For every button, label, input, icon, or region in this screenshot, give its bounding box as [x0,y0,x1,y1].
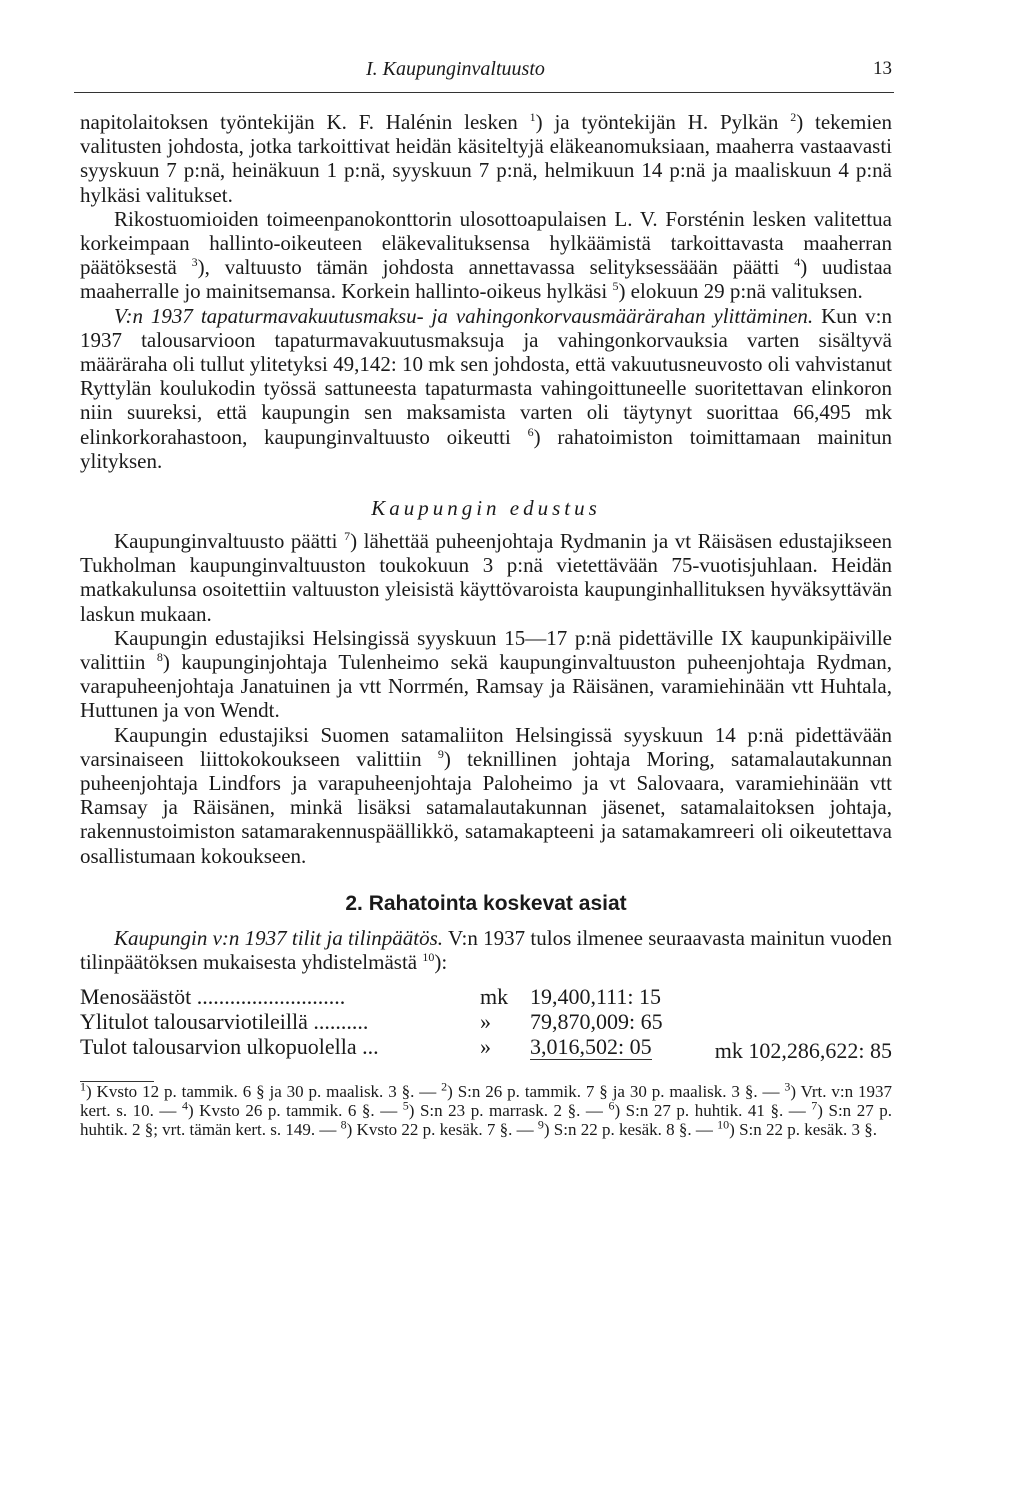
finance-label: Menosäästöt ........................... [80,984,346,1010]
finance-row [80,1009,892,1034]
text-run: ) ja työntekijän H. Pylkän [535,110,791,134]
finance-amount: 19,400,111: 15 [530,984,661,1010]
footnote-ref: 4 [794,255,801,270]
finance-row [80,1034,892,1064]
text-run: ) rahatoimiston toimittamaan mainitun ylityksen. [80,424,892,473]
paragraph [80,304,892,473]
section-heading: Kaupungin edustus [371,496,601,521]
text-run: ) S:n 22 p. kesäk. 8 §. — [543,1120,718,1140]
footnotes [80,1079,893,1140]
text-run: ) S:n 27 p. huhtik. 2 §; vrt. tämän kert. s. 149. — [80,1101,893,1140]
finance-label: Tulot talousarvion ulkopuolella ... [80,1034,379,1060]
text-run: ) Vrt. v:n 1937 kert. s. 10. — [80,1082,893,1121]
footnote-ref: 8 [340,1117,347,1132]
text-run: ) Kvsto 12 p. tammik. 6 § ja 30 p. maalisk. 3 §. — [86,1082,442,1102]
finance-label: Ylitulot talousarviotileillä .......... [80,1009,369,1035]
text-run: ) Kvsto 26 p. tammik. 6 §. — [187,1101,403,1121]
paragraph [80,207,892,304]
footnote-ref: 5 [612,279,619,294]
finance-row [80,984,892,1009]
italic-heading: Kaupungin v:n 1937 tilit ja tilinpäätös. [114,925,444,950]
finance-total: mk 102,286,622: 85 [714,1038,892,1064]
text-run: ) elokuun 29 p:nä valituksen. [618,279,863,304]
finance-amount: 3,016,502: 05 [530,1034,652,1060]
paragraph [80,529,892,626]
text-run: Kun v:n 1937 talousarvioon tapaturmavakuutusmaksuja ja vahingonkorvauksia varten sisältyvä määräraha oli tullut ylitetyksi 49,142: 10 mk sen johdosta, että vakuutusneuvosto oli vahvistanut Ryttylän koulukodin työssä sattuneesta tapaturmasta vahingoittuneelle suoritettavan elinkoron niin suureksi, että kaupungin sen maksamista varten oli täytynyt suorittaa 66,495 mk elinkorkorahastoon, kaupunginvaltuusto oikeutti [80,303,893,449]
running-title: I. Kaupunginvaltuusto [366,58,545,80]
footnote-ref: 8 [156,650,163,665]
footnote-ref: 10 [717,1117,730,1132]
text-run: ) kaupunginjohtaja Tulenheimo sekä kaupunginvaltuuston puheenjohtaja Rydman, varapuheenjohtaja Janatuinen ja vtt Norrmén, Ramsay ja Räisänen, varamiehinään vtt Huhtala, Huttunen ja von Wendt. [80,650,892,723]
text-run: ) S:n 23 p. marrask. 2 §. — [408,1101,609,1121]
text-run: Kaupungin edustajiksi Helsingissä syyskuun 15—17 p:nä pidettäville IX kaupunkipäiville valittiin [80,625,892,675]
footnote-ref: 7 [344,529,351,544]
footnote-ref: 10 [422,950,435,965]
text-run: V:n 1937 tulos ilmenee seuraavasta mainitun vuoden tilinpäätöksen mukaisesta yhdistelmästä [80,925,893,975]
text-run: ) S:n 27 p. huhtik. 41 §. — [614,1101,812,1121]
paragraph [80,723,892,868]
text-run: ) lähettää puheenjohtaja Rydmanin ja vt Räisäsen edustajikseen Tukholman kaupunginvaltuuston toukokuun 3 p:nä vietettävään 75-vuotisjuhlaan. Heidän matkakulunsa osoitettiin valtuuston yleisistä käyttövaroista kaupunginhallituksen hyväksyttävän laskun mukaan. [80,529,892,626]
finance-currency: » [480,1034,491,1060]
text-run: ): [434,950,448,975]
paragraph [80,110,892,207]
text-run: ) Kvsto 22 p. kesäk. 7 §. — [346,1120,538,1140]
page-header [74,52,894,93]
finance-currency: » [480,1009,491,1035]
chapter-heading: 2. Rahatointa koskevat asiat [345,891,627,915]
paragraph [80,926,892,974]
footnote-ref: 3 [191,255,198,270]
footnote-ref: 7 [811,1098,818,1113]
footnote-ref: 2 [790,110,797,124]
text-run: ) tekemien valitusten johdosta, jotka tarkoittivat heidän käsiteltyjä eläkeanomuksiaan, maaherra vastaavasti syyskuun 7 p:nä, heinäkuun 1 p:nä, syyskuun 7 p:nä, helmikuun 14 p:nä ja maaliskuun 4 p:nä hylkäsi valitukset. [80,110,892,207]
text-run: ) S:n 22 p. kesäk. 3 §. [729,1120,877,1140]
page-body [80,110,892,1139]
text-run: ) uudistaa maaherralle jo mainitsemansa. Korkein hallinto-oikeus hylkäsi [80,255,892,304]
text-run: ) S:n 26 p. tammik. 7 § ja 30 p. maalisk. 3 §. — [447,1082,785,1102]
footnote-ref: 5 [402,1098,409,1113]
footnote-ref: 9 [437,746,444,761]
finance-amount: 79,870,009: 65 [530,1009,663,1035]
footnote-ref: 2 [441,1079,448,1094]
page-number: 13 [873,58,892,79]
text-run: Kaupunginvaltuusto päätti [114,529,345,554]
text-run: ) teknillinen johtaja Moring, satamalautakunnan puheenjohtaja Lindfors ja varapuheenjohtaja Paloheimo ja vt Salovaara, varamiehinään vtt Ramsay ja Räisänen, minkä lisäksi satamalautakunnan jäsenet, satamalaitoksen johtaja, rakennustoimiston satamarakennuspäällikkö, satamakapteeni ja satamakamreeri oli oikeutettava osallistumaan kokoukseen. [80,746,892,868]
finance-summary [80,984,892,1064]
footnote-ref: 1 [80,1079,86,1094]
footnote-ref: 6 [527,424,534,439]
text-run: ), valtuusto tämän johdosta annettavassa selityksessäään päätti [197,255,795,280]
footnote-ref: 9 [537,1117,544,1132]
text-run: Rikostuomioiden toimeenpanokonttorin ulosottoapulaisen L. V. Forsténin lesken valitettua korkeimpaan hallinto-oikeuteen eläkevalituksensa hylkäämistä tarkoittavasta maaherran päätöksestä [80,206,892,280]
paragraph [80,626,892,723]
footnote-ref: 4 [181,1098,188,1113]
footnote-ref: 6 [608,1098,615,1113]
text-run: Kaupungin edustajiksi Suomen satamaliiton Helsingissä syyskuun 14 p:nä pidettävään varsinaiseen liittokokoukseen valittiin [80,722,892,771]
finance-currency: mk [480,984,509,1010]
text-run: napitolaitoksen työntekijän K. F. Halénin lesken [80,110,530,134]
italic-heading: V:n 1937 tapaturmavakuutusmaksu- ja vahingonkorvausmäärärahan ylittäminen. [114,303,814,328]
footnote-ref: 3 [784,1079,791,1094]
footnote-ref: 1 [529,110,536,124]
